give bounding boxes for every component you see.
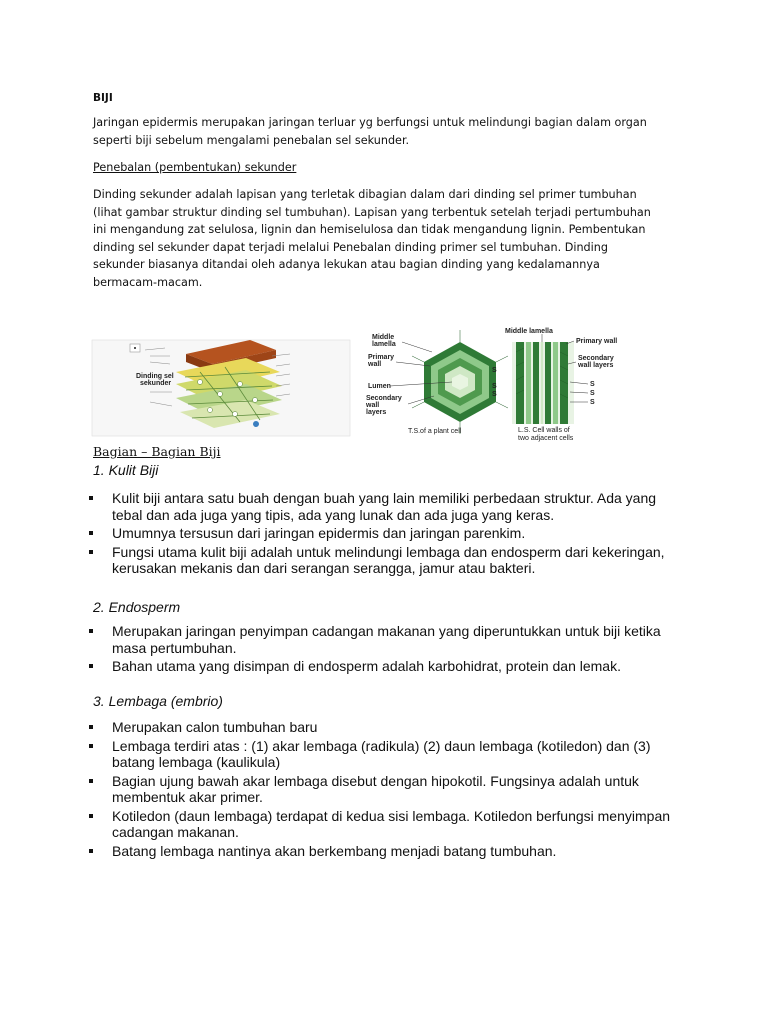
list-item: Kotiledon (daun lembaga) terdapat di kedua sisi lembaga. Kotiledon berfungsi menyimpan cadangan makanan. xyxy=(88,808,688,841)
section-subheading: Penebalan (pembentukan) sekunder xyxy=(93,161,297,174)
primary-wall-label: Primary xyxy=(368,354,395,361)
ls-s-label: S xyxy=(590,381,595,388)
ts-caption: T.S.of a plant cell xyxy=(408,428,462,435)
ls-caption: two adjacent cells xyxy=(518,435,574,442)
s2-label: S xyxy=(492,383,497,390)
list-item: Merupakan jaringan penyimpan cadangan makanan yang diperuntukkan untuk biji ketika masa pertumbuhan. xyxy=(88,623,688,656)
ls-primary-wall-label: Primary wall xyxy=(576,338,618,345)
ls-s-label: S xyxy=(590,390,595,397)
ls-secondary-label: wall layers xyxy=(578,362,614,369)
list-item: Merupakan calon tumbuhan baru xyxy=(88,719,688,736)
section-title: 1. Kulit Biji xyxy=(93,462,159,478)
list-item: Lembaga terdiri atas : (1) akar lembaga (radikula) (2) daun lembaga (kotiledon) dan (3) batang lembaga (kaulikula) xyxy=(88,738,688,771)
secondary-wall-label: Secondary xyxy=(366,395,402,402)
list-item: Umumnya tersusun dari jaringan epidermis dan jaringan parenkim. xyxy=(88,525,688,542)
document-title: BIJI xyxy=(93,92,113,104)
list-item: Batang lembaga nantinya akan berkembang menjadi batang tumbuhan. xyxy=(88,843,688,860)
para-line: sekunder biasanya ditandai oleh adanya lekukan atau bagian dinding yang kedalamannya xyxy=(93,258,600,271)
ls-s-label: S xyxy=(590,399,595,406)
longitudinal-section-diagram xyxy=(505,328,617,442)
secondary-wall-label: wall xyxy=(366,402,380,409)
primary-wall-label: wall xyxy=(368,361,382,368)
para-line: ini mengandung zat selulosa, lignin dan hemiselulosa dan tidak mengandung lignin. Pembentukan xyxy=(93,223,646,236)
section-list xyxy=(88,623,688,677)
s1-label: S xyxy=(492,367,497,374)
list-item: Kulit biji antara satu buah dengan buah yang lain memiliki perbedaan struktur. Ada yang tebal dan ada juga yang tipis, ada yang lunak dan ada juga yang keras. xyxy=(88,490,688,523)
ls-middle-lamella-label: Middle lamella xyxy=(505,328,553,335)
middle-lamella-label: lamella xyxy=(372,341,396,348)
cell-wall-figures xyxy=(90,322,630,444)
para-line: (lihat gambar struktur dinding sel tumbuhan). Lapisan yang terbentuk setelah terjadi pertumbuhan xyxy=(93,205,651,219)
left-figure-label: Dinding sel xyxy=(136,373,174,380)
intro-line: seperti biji sebelum mengalami penebalan sel sekunder. xyxy=(93,133,410,147)
transverse-section-diagram xyxy=(365,330,508,435)
left-figure-label: sekunder xyxy=(140,380,172,387)
section-list xyxy=(88,719,688,861)
intro-line: Jaringan epidermis merupakan jaringan terluar yg berfungsi untuk melindungi bagian dalam organ xyxy=(93,116,647,129)
intro-paragraph xyxy=(93,114,673,149)
para-line: dinding sel sekunder dapat terjadi melalui Penebalan dinding primer sel tumbuhan. Dinding xyxy=(93,240,608,254)
ls-secondary-label: Secondary xyxy=(578,355,614,362)
s3-label: S xyxy=(492,391,497,398)
section-list xyxy=(88,490,688,579)
list-item: Fungsi utama kulit biji adalah untuk melindungi lembaga dan endosperm dari kekeringan, kerusakan mekanis dan dari serangan serangga, jamur atau bakteri. xyxy=(88,544,688,577)
cell-wall-3d-illustration xyxy=(92,340,350,436)
para-line: Dinding sekunder adalah lapisan yang terletak dibagian dalam dari dinding sel primer tumbuhan xyxy=(93,188,637,201)
section-title: 2. Endosperm xyxy=(93,599,181,615)
ls-caption: L.S. Cell walls of xyxy=(518,427,570,434)
body-paragraph xyxy=(93,186,673,291)
list-item: Bahan utama yang disimpan di endosperm adalah karbohidrat, protein dan lemak. xyxy=(88,658,688,675)
middle-lamella-label: Middle xyxy=(372,334,395,341)
parts-heading: Bagian – Bagian Biji xyxy=(93,444,221,459)
lumen-label: Lumen xyxy=(368,383,391,390)
secondary-wall-label: layers xyxy=(366,409,387,416)
section-title: 3. Lembaga (embrio) xyxy=(93,693,223,709)
para-line: bermacam-macam. xyxy=(93,275,203,289)
list-item: Bagian ujung bawah akar lembaga disebut dengan hipokotil. Fungsinya adalah untuk membentuk akar primer. xyxy=(88,773,688,806)
